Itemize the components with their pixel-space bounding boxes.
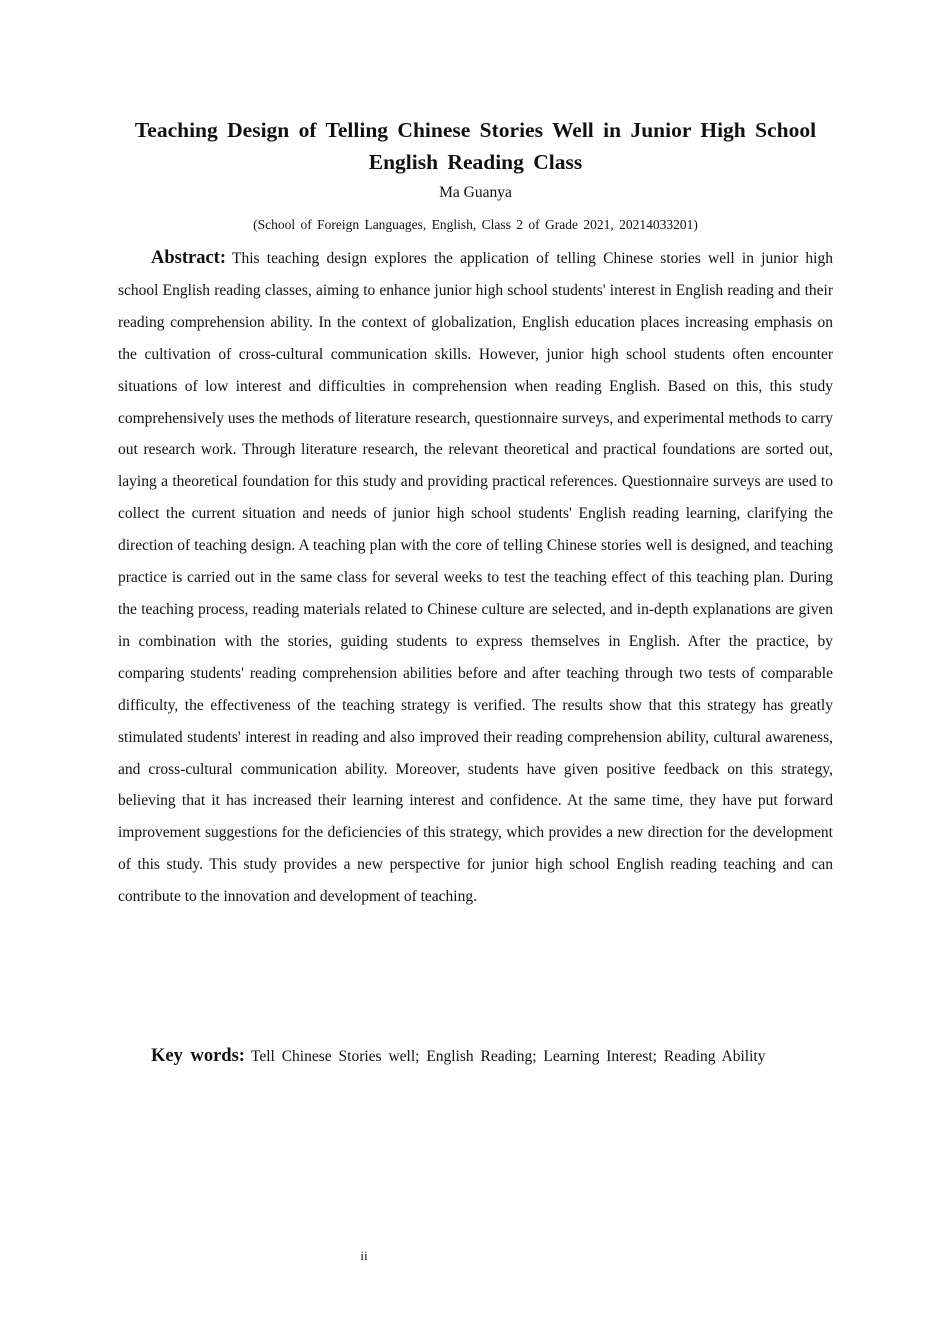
author-name: Ma Guanya: [439, 184, 512, 201]
paper-title: Teaching Design of Telling Chinese Stories Well in Junior High School English Reading Class: [134, 118, 817, 174]
author-affiliation: (School of Foreign Languages, English, Class 2 of Grade 2021, 20214033201): [253, 217, 698, 232]
keywords-label: Key words:: [151, 1046, 245, 1066]
page-number: ii: [360, 1248, 368, 1263]
abstract-label: Abstract:: [151, 248, 227, 268]
abstract-paragraph: [118, 243, 833, 913]
keywords-line: [118, 1041, 833, 1072]
keywords-text: Tell Chinese Stories well; English Reading; Learning Interest; Reading Ability: [250, 1048, 766, 1065]
abstract-text: This teaching design explores the application of telling Chinese stories well in junior high school English reading classes, aiming to enhance junior high school students' interest in English reading and their reading comprehension ability. In the context of globalization, English education places increasing emphasis on the cultivation of cross-cultural communication skills. However, junior high school students often encounter situations of low interest and difficulties in comprehension when reading English. Based on this, this study comprehensively uses the methods of literature research, questionnaire surveys, and experimental methods to carry out research work. Through literature research, the relevant theoretical and practical foundations are sorted out, laying a theoretical foundation for this study and providing practical references. Questionnaire surveys are used to collect the current situation and needs of junior high school students' English reading learning, clarifying the direction of teaching design. A teaching plan with the core of telling Chinese stories well is designed, and teaching practice is carried out in the same class for several weeks to test the teaching effect of this teaching plan. During the teaching process, reading materials related to Chinese culture are selected, and in-depth explanations are given in combination with the stories, guiding students to express themselves in English. After the practice, by comparing students' reading comprehension abilities before and after teaching through two tests of comparable difficulty, the effectiveness of the teaching strategy is verified. The results show that this strategy has greatly stimulated students' interest in reading and also improved their reading comprehension ability, cultural awareness, and cross-cultural communication ability. Moreover, students have given positive feedback on this strategy, believing that it has increased their learning interest and confidence. At the same time, they have put forward improvement suggestions for the deficiencies of this strategy, which provides a new direction for the development of this study. This study provides a new perspective for junior high school English reading teaching and can contribute to the innovation and development of teaching.: [118, 250, 833, 906]
